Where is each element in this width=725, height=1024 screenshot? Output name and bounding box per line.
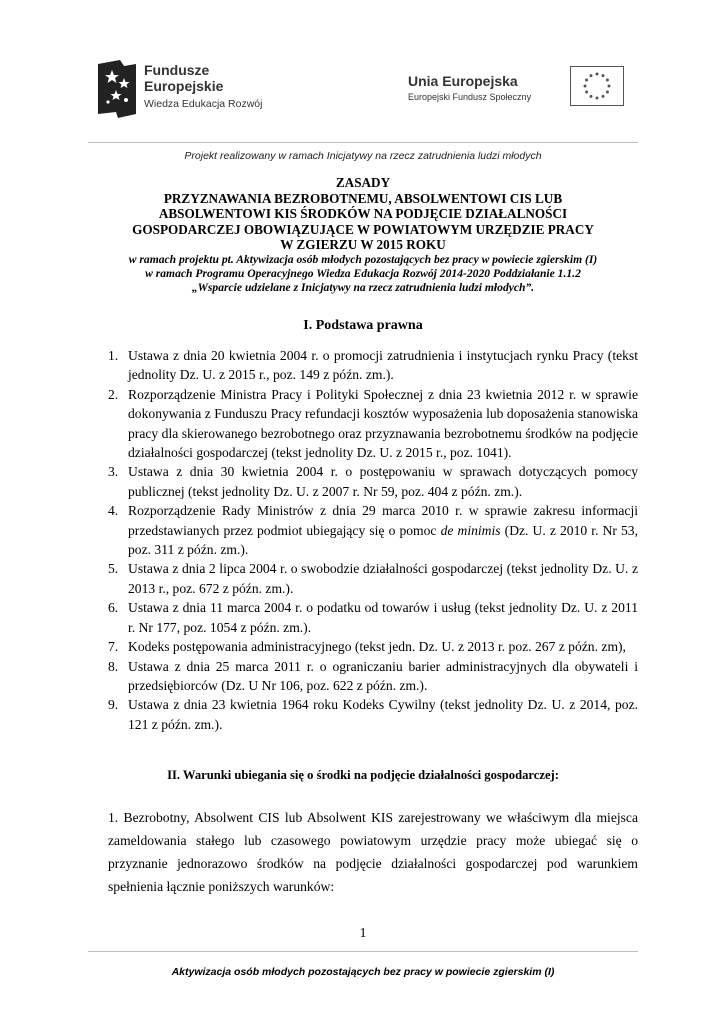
- ue-logo-line2: Europejski Fundusz Społeczny: [408, 92, 532, 102]
- list-item-number: 1.: [108, 348, 119, 363]
- title-line: ZASADY: [335, 175, 391, 190]
- subtitle-line: „Wsparcie udzielane z Inicjatywy na rzecz zatrudnienia ludzi młodych”.: [191, 281, 535, 295]
- list-item-text: Ustawa z dnia 25 marca 2011 r. o ograniczaniu barier administracyjnych dla obywateli i przedsiębiorców (Dz. U Nr 106, poz. 622 z późn. zm.).: [128, 658, 638, 693]
- list-item-text: Ustawa z dnia 2 lipca 2004 r. o swobodzie działalności gospodarczej (tekst jednolity Dz. U. z 2013 r., poz. 672 z późn. zm.).: [128, 561, 638, 596]
- project-note: Projekt realizowany w ramach Inicjatywy na rzecz zatrudnienia ludzi młodych: [184, 150, 542, 162]
- list-item-text: Ustawa z dnia 11 marca 2004 r. o podatku od towarów i usług (tekst jednolity Dz. U. z 2011 r. Nr 177, poz. 1054 z późn. zm.).: [128, 600, 638, 635]
- list-item-italic-text: de minimis: [440, 522, 501, 538]
- footer-divider: [88, 951, 638, 952]
- list-item-number: 7.: [108, 639, 119, 655]
- list-item-text: Kodeks postępowania administracyjnego (tekst jedn. Dz. U. z 2013 r. poz. 267 z późn. zm),: [128, 639, 626, 655]
- list-item-number: 9.: [108, 697, 119, 713]
- list-item: [108, 598, 638, 637]
- section2-heading: II. Warunki ubiegania się o środki na podjęcie działalności gospodarczej:: [167, 768, 559, 782]
- list-item-number: 8.: [108, 658, 119, 674]
- list-item-number: 6.: [108, 600, 119, 616]
- list-item-text: Ustawa z dnia 30 kwietnia 2004 r. o postępowaniu w sprawach dotyczących pomocy publicznej (tekst jednolity Dz. U. z 2007 r. Nr 59, poz. 404 z późn. zm.).: [128, 464, 638, 499]
- list-item: [108, 657, 638, 696]
- subtitle-line: w ramach Programu Operacyjnego Wiedza Edukacja Rozwój 2014-2020 Poddziałanie 1.1.2: [145, 267, 581, 281]
- fe-logo-line1: Fundusze: [144, 62, 210, 78]
- title-line: ABSOLWENTOWI KIS ŚRODKÓW NA PODJĘCIE DZIAŁALNOŚCI: [158, 206, 568, 222]
- list-item: [108, 462, 638, 501]
- fe-logo-line3: Wiedza Edukacja Rozwój: [144, 98, 263, 110]
- title-line: PRZYZNAWANIA BEZROBOTNEMU, ABSOLWENTOWI CIS LUB: [163, 190, 563, 206]
- section1-heading: I. Podstawa prawna: [303, 318, 423, 333]
- unia-europejska-logo: [408, 66, 623, 114]
- list-item-text: Rozporządzenie Ministra Pracy i Polityki Społecznej z dnia 23 kwietnia 2012 r. w sprawie dokonywania z Funduszu Pracy refundacji kosztów wyposażenia lub doposażenia stanowiska pracy dla skierowanego bezrobotnego oraz przyznawania bezrobotnemu środków na podjęcie działalności gospodarczej (tekst jednolity Dz. U. z 2015 r., poz. 1041).: [128, 386, 638, 461]
- section2-paragraph: 1. Bezrobotny, Absolwent CIS lub Absolwent KIS zarejestrowany we właściwym dla miejsca zameldowania stałego lub czasowego powiatowym urzędzie pracy może ubiegać się o przyznanie jednorazowo środków na podjęcie działalności gospodarczej pod warunkiem spełnienia łącznie poniższych warunków:: [108, 810, 638, 894]
- list-item-text: Ustawa z dnia 23 kwietnia 1964 roku Kodeks Cywilny (tekst jednolity Dz. U. z 2014, poz. 121 z późn. zm.).: [128, 697, 638, 732]
- footer-note: Aktywizacja osób młodych pozostających bez pracy w powiecie zgierskim (I): [171, 966, 555, 978]
- title-line: W ZGIERZU W 2015 ROKU: [280, 237, 446, 253]
- subtitle-line: w ramach projektu pt. Aktywizacja osób młodych pozostających bez pracy w powiecie zgierskim (I): [128, 252, 598, 266]
- page-number: 1: [359, 926, 367, 941]
- list-item-number: 4.: [108, 503, 119, 519]
- fe-logo-line2: Europejskie: [144, 78, 224, 94]
- list-item-text: (Dz. U. z 2010 r. Nr 53, poz. 311 z późn. zm.).: [128, 522, 639, 558]
- legal-basis-list: [108, 346, 638, 734]
- ue-logo-line1: Unia Europejska: [408, 73, 518, 89]
- fundusze-europejskie-logo: [98, 56, 298, 118]
- list-item: [108, 559, 638, 598]
- list-item: [108, 385, 638, 463]
- list-item: [108, 346, 638, 385]
- list-item-text: Rozporządzenie Rady Ministrów z dnia 29 marca 2010 r. w sprawie zakresu informacji przedstawianych przez podmiot ubiegający się o pomoc: [128, 503, 638, 538]
- title-line: GOSPODARCZEJ OBOWIĄZUJĄCE W POWIATOWYM URZĘDZIE PRACY: [132, 221, 594, 237]
- list-item: [108, 501, 638, 559]
- fe-star-mark-icon: [98, 56, 138, 118]
- header-divider: [88, 142, 638, 143]
- document-title: [88, 175, 638, 296]
- list-item-text: Ustawa z dnia 20 kwietnia 2004 r. o promocji zatrudnienia i instytucjach rynku Pracy (tekst jednolity Dz. U. z 2015 r., poz. 149 z późn. zm.).: [128, 348, 638, 383]
- list-item-number: 2.: [108, 386, 119, 402]
- eu-flag-icon: [570, 66, 624, 106]
- list-item-number: 3.: [108, 464, 119, 480]
- list-item: [108, 695, 638, 734]
- list-item-number: 5.: [108, 561, 119, 577]
- list-item: [108, 637, 638, 656]
